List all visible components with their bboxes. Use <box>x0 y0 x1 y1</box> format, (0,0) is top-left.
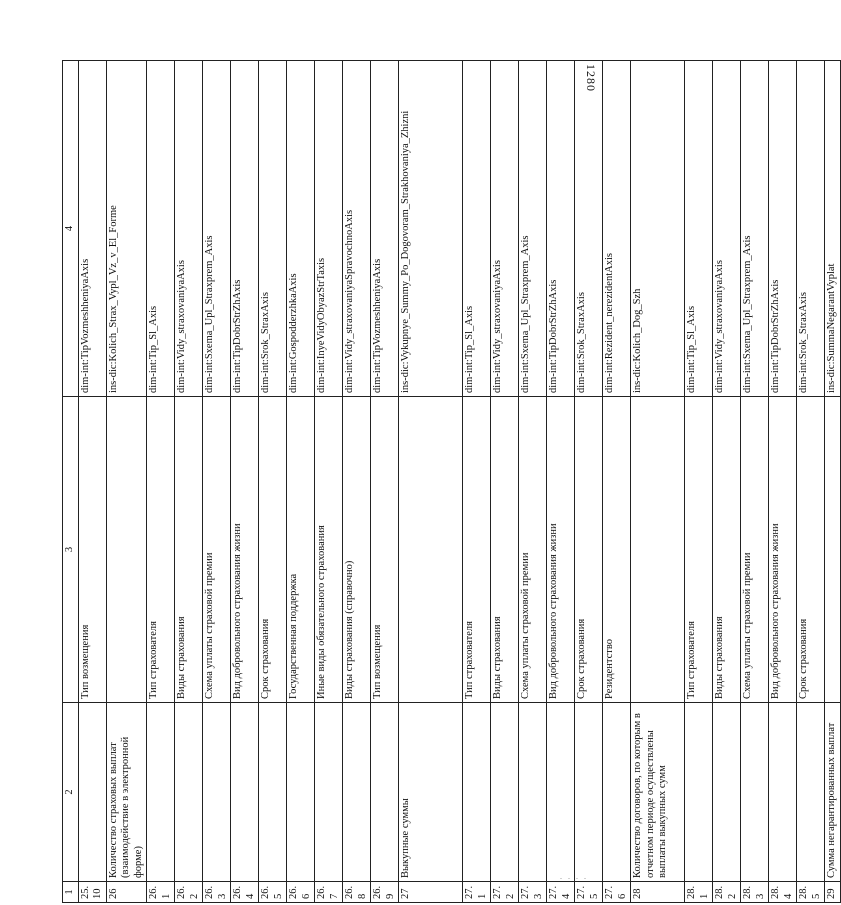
cell-n: 26.2 <box>175 882 203 903</box>
table-header-row <box>63 61 79 903</box>
cell-code: dim-int:Rezident_nerezidentAxis <box>603 61 631 397</box>
cell-n: 27.5 <box>575 882 603 903</box>
cell-label <box>106 397 147 703</box>
cell-code: dim-int:InyeVidyObyazStrTaxis <box>315 61 343 397</box>
cell-code: ins-dic:SummaNegarantVyplat <box>825 61 841 397</box>
cell-code: ins-dic:Kolich_Strax_Vypl_Vz_v_El_Forme <box>106 61 147 397</box>
cell-n: 28.5 <box>797 882 825 903</box>
page-number: 1280 <box>584 64 598 92</box>
table-row <box>343 61 371 903</box>
table-row <box>463 61 491 903</box>
cell-label: Вид добровольного страхования жизни <box>547 397 575 703</box>
cell-code: dim-int:Srok_StraxAxis <box>259 61 287 397</box>
cell-name <box>371 703 399 882</box>
cell-label <box>825 397 841 703</box>
corner-mark: . . . . <box>560 872 588 881</box>
data-table <box>62 60 841 903</box>
cell-name <box>769 703 797 882</box>
header-cell: 3 <box>63 397 79 703</box>
table-row <box>631 61 685 903</box>
table-row <box>769 61 797 903</box>
cell-name: Сумма негарантированных выплат <box>825 703 841 882</box>
cell-n: 26.9 <box>371 882 399 903</box>
table-row <box>287 61 315 903</box>
cell-code: dim-int:Sxema_Upl_Straxprem_Axis <box>203 61 231 397</box>
table-row <box>78 61 106 903</box>
cell-label: Тип страхователя <box>463 397 491 703</box>
cell-label: Схема уплаты страховой премии <box>203 397 231 703</box>
cell-name <box>713 703 741 882</box>
cell-label <box>399 397 463 703</box>
cell-name <box>343 703 371 882</box>
cell-name <box>797 703 825 882</box>
cell-code: dim-int:Sxema_Upl_Straxprem_Axis <box>519 61 547 397</box>
header-cell: 2 <box>63 703 79 882</box>
cell-n: 26.3 <box>203 882 231 903</box>
cell-label: Вид добровольного страхования жизни <box>769 397 797 703</box>
cell-label: Тип страхователя <box>685 397 713 703</box>
cell-label: Иные виды обязательного страхования <box>315 397 343 703</box>
cell-name <box>287 703 315 882</box>
cell-name <box>147 703 175 882</box>
cell-n: 26.5 <box>259 882 287 903</box>
cell-label: Виды страхования <box>491 397 519 703</box>
cell-code: dim-int:Tip_Sl_Axis <box>147 61 175 397</box>
cell-code: ins-dic:Vykupnye_Summy_Po_Dogovoram_Strakhovaniya_Zhizni <box>399 61 463 397</box>
table-row <box>371 61 399 903</box>
cell-n: 26.4 <box>231 882 259 903</box>
cell-n: 26.7 <box>315 882 343 903</box>
table-row <box>519 61 547 903</box>
cell-label: Срок страхования <box>797 397 825 703</box>
table-row <box>147 61 175 903</box>
table-row <box>741 61 769 903</box>
cell-label: Тип страхователя <box>147 397 175 703</box>
cell-n: 27.2 <box>491 882 519 903</box>
cell-label: Виды страхования (справочно) <box>343 397 371 703</box>
cell-n: 27.4 <box>547 882 575 903</box>
cell-code: dim-int:Vidy_straxovaniyaSpravochnoAxis <box>343 61 371 397</box>
cell-code: dim-int:TipDobrStrZhAxis <box>769 61 797 397</box>
cell-name <box>575 703 603 882</box>
cell-label: Срок страхования <box>575 397 603 703</box>
cell-n: 26.8 <box>343 882 371 903</box>
table-row <box>825 61 841 903</box>
table-row <box>797 61 825 903</box>
cell-code: dim-int:Sxema_Upl_Straxprem_Axis <box>741 61 769 397</box>
cell-label: Резидентство <box>603 397 631 703</box>
cell-name <box>547 703 575 882</box>
table-row <box>231 61 259 903</box>
table-row <box>175 61 203 903</box>
cell-code: dim-int:Tip_Sl_Axis <box>463 61 491 397</box>
table-row <box>399 61 463 903</box>
cell-name <box>175 703 203 882</box>
cell-n: 27 <box>399 882 463 903</box>
cell-name: Количество страховых выплат (взаимодействие в электронной форме) <box>106 703 147 882</box>
table-row <box>575 61 603 903</box>
table-row <box>685 61 713 903</box>
cell-code: dim-int:Vidy_straxovaniyaAxis <box>713 61 741 397</box>
table-row <box>203 61 231 903</box>
cell-code: dim-int:TipVozmeshheniyaAxis <box>371 61 399 397</box>
header-cell: 1 <box>63 882 79 903</box>
cell-name <box>603 703 631 882</box>
cell-n: 28.3 <box>741 882 769 903</box>
cell-label: Государственная поддержка <box>287 397 315 703</box>
cell-n: 26 <box>106 882 147 903</box>
cell-name <box>519 703 547 882</box>
table-row <box>259 61 287 903</box>
table-row <box>713 61 741 903</box>
cell-name <box>315 703 343 882</box>
cell-code: dim-int:GospodderzhkaAxis <box>287 61 315 397</box>
cell-code: dim-int:TipDobrStrZhAxis <box>547 61 575 397</box>
cell-label: Виды страхования <box>713 397 741 703</box>
table-row <box>603 61 631 903</box>
cell-n: 27.6 <box>603 882 631 903</box>
cell-n: 29 <box>825 882 841 903</box>
table-row <box>547 61 575 903</box>
cell-name <box>741 703 769 882</box>
cell-n: 28.4 <box>769 882 797 903</box>
cell-label: Тип возмещения <box>371 397 399 703</box>
table-row <box>315 61 343 903</box>
table-row <box>106 61 147 903</box>
cell-label <box>631 397 685 703</box>
cell-n: 28.1 <box>685 882 713 903</box>
cell-n: 26.1 <box>147 882 175 903</box>
cell-n: 27.1 <box>463 882 491 903</box>
cell-n: 27.3 <box>519 882 547 903</box>
cell-code: dim-int:Srok_StraxAxis <box>797 61 825 397</box>
cell-label: Виды страхования <box>175 397 203 703</box>
cell-name <box>231 703 259 882</box>
cell-name <box>463 703 491 882</box>
cell-code: dim-int:Vidy_straxovaniyaAxis <box>491 61 519 397</box>
cell-label: Срок страхования <box>259 397 287 703</box>
cell-name <box>203 703 231 882</box>
cell-label: Схема уплаты страховой премии <box>741 397 769 703</box>
cell-label: Схема уплаты страховой премии <box>519 397 547 703</box>
cell-code: dim-int:Vidy_straxovaniyaAxis <box>175 61 203 397</box>
cell-name <box>78 703 106 882</box>
cell-code: dim-int:TipDobrStrZhAxis <box>231 61 259 397</box>
table-body <box>63 61 841 903</box>
cell-name: Количество договоров, по которым в отчетном периоде осуществлены выплаты выкупных сумм <box>631 703 685 882</box>
cell-n: 28 <box>631 882 685 903</box>
cell-code: dim-int:Tip_Sl_Axis <box>685 61 713 397</box>
cell-n: 28.2 <box>713 882 741 903</box>
cell-code: dim-int:Srok_StraxAxis <box>575 61 603 397</box>
cell-label: Тип возмещения <box>78 397 106 703</box>
cell-name <box>491 703 519 882</box>
cell-name <box>685 703 713 882</box>
cell-label: Вид добровольного страхования жизни <box>231 397 259 703</box>
cell-code: dim-int:TipVozmeshheniyaAxis <box>78 61 106 397</box>
table-row <box>491 61 519 903</box>
cell-code: ins-dic:Kolich_Dog_Szh <box>631 61 685 397</box>
header-cell: 4 <box>63 61 79 397</box>
cell-n: 25.10 <box>78 882 106 903</box>
cell-n: 26.6 <box>287 882 315 903</box>
cell-name <box>259 703 287 882</box>
cell-name: Выкупные суммы <box>399 703 463 882</box>
